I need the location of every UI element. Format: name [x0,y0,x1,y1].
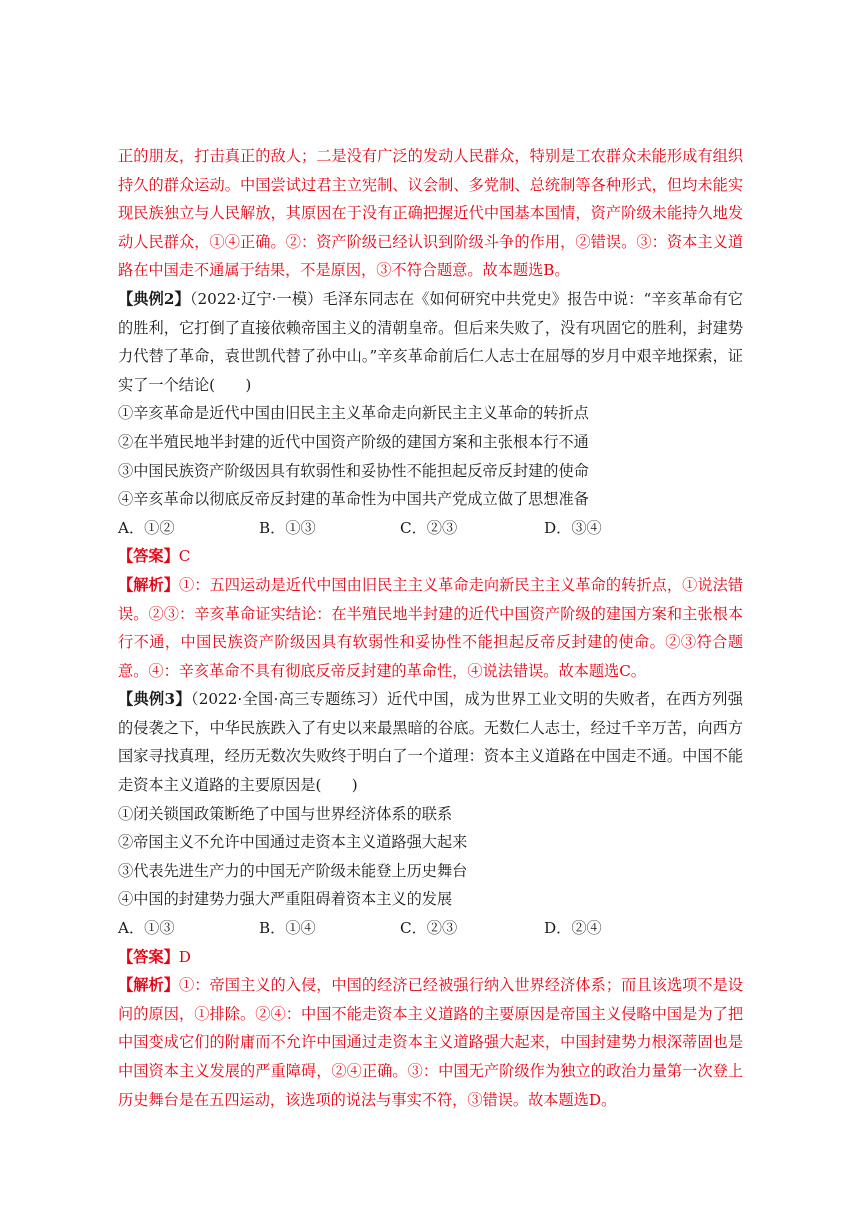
example-3-answer [118,943,743,972]
example-3-item-1: ①闭关锁国政策断绝了中国与世界经济体系的联系 [118,804,453,823]
example-2-option-c: C．②③ [400,518,458,537]
example-3-option-d: D．②④ [544,919,602,938]
example-2-option-a: A．①② [118,518,175,537]
example-3-option-c: C．②③ [400,919,458,938]
example-2-options [118,514,743,543]
example-2-answer-value: C [178,547,191,566]
example-2-item-3: ③中国民族资产阶级因具有软弱性和妥协性不能担起反帝反封建的使命 [118,461,589,480]
example-2-item-1: ①辛亥革命是近代中国由旧民主主义革命走向新民主主义革命的转折点 [118,404,589,423]
example-2-analysis-text: ①：五四运动是近代中国由旧民主主义革命走向新民主主义革命的转折点，①说法错误。②③：辛亥革命证实结论：在半殖民地半封建的近代中国资产阶级的建国方案和主张根本行不通，中国民族资产阶级因具有软弱性和妥协性不能担起反帝反封建的使命。②③符合题意。④：辛亥革命不具有彻底反帝反封建的革命性，④说法错误。故本题选C。 [118,575,744,680]
example-2-item-4: ④辛亥革命以彻底反帝反封建的革命性为中国共产党成立做了思想准备 [118,490,589,509]
example-3-question [118,685,743,799]
example-2-tag: 【典例2】 [118,289,190,308]
example-3-item-2: ②帝国主义不允许中国通过走资本主义道路强大起来 [118,833,468,852]
example-3-answer-value: D [178,947,191,966]
example-2-item-2: ②在半殖民地半封建的近代中国资产阶级的建国方案和主张根本行不通 [118,432,589,451]
example-3-source: （2022·全国·高三专题练习） [190,690,388,709]
document-page [118,142,743,1114]
example-3-analysis-text: ①：帝国主义的入侵，中国的经济已经被强行纳入世界经济体系；而且该选项不是设问的原因，①排除。②④：中国不能走资本主义道路的主要原因是帝国主义侵略中国是为了把中国变成它们的附庸而不允许中国通过走资本主义道路强大起来，中国封建势力根深蒂固也是中国资本主义发展的严重障碍，②④正确。③：中国无产阶级作为独立的政治力量第一次登上历史舞台是在五四运动，该选项的说法与事实不符，③错误。故本题选D。 [118,976,744,1109]
example-3-answer-label: 【答案】 [118,947,179,966]
example-3-options [118,914,743,943]
example-2-option-b: B．①③ [259,518,316,537]
example-2-stem: 毛泽东同志在《如何研究中共党史》报告中说：“辛亥革命有它的胜利，它打倒了直接依赖帝国主义的清朝皇帝。但后来失败了，没有巩固它的胜利，封建势力代替了革命，袁世凯代替了孙中山。”辛亥革命前后仁人志士在屈辱的岁月中艰辛地探索，证实了一个结论( ) [118,289,743,394]
example-3-option-a: A．①③ [118,919,175,938]
previous-analysis-continuation: 正的朋友，打击真正的敌人；二是没有广泛的发动人民群众，特别是工农群众未能形成有组织持久的群众运动。中国尝试过君主立宪制、议会制、多党制、总统制等各种形式，但均未能实现民族独立与人民解放，其原因在于没有正确把握近代中国基本国情，资产阶级未能持久地发动人民群众，①④正确。②：资产阶级已经认识到阶级斗争的作用，②错误。③：资本主义道路在中国走不通属于结果，不是原因，③不符合题意。故本题选B。 [118,147,743,280]
example-3-stem: 近代中国，成为世界工业文明的失败者，在西方列强的侵袭之下，中华民族跌入了有史以来最黑暗的谷底。无数仁人志士，经过千辛万苦，向西方国家寻找真理，经历无数次失败终于明白了一个道理：资本主义道路在中国走不通。中国不能走资本主义道路的主要原因是( ) [118,690,743,795]
example-3-option-b: B．①④ [259,919,316,938]
example-2-analysis [118,571,743,685]
example-3-tag: 【典例3】 [118,690,191,709]
example-3-item-3: ③代表先进生产力的中国无产阶级未能登上历史舞台 [118,861,468,880]
example-2-answer [118,542,743,571]
example-2-analysis-label: 【解析】 [118,575,179,594]
example-2-question [118,285,743,399]
example-2-answer-label: 【答案】 [118,547,179,566]
example-3-analysis-label: 【解析】 [118,976,179,995]
example-2-option-d: D．③④ [544,518,602,537]
example-3-item-4: ④中国的封建势力强大严重阻碍着资本主义的发展 [118,890,453,909]
example-2-source: （2022·辽宁·一模） [189,289,323,308]
example-3-analysis [118,971,743,1114]
